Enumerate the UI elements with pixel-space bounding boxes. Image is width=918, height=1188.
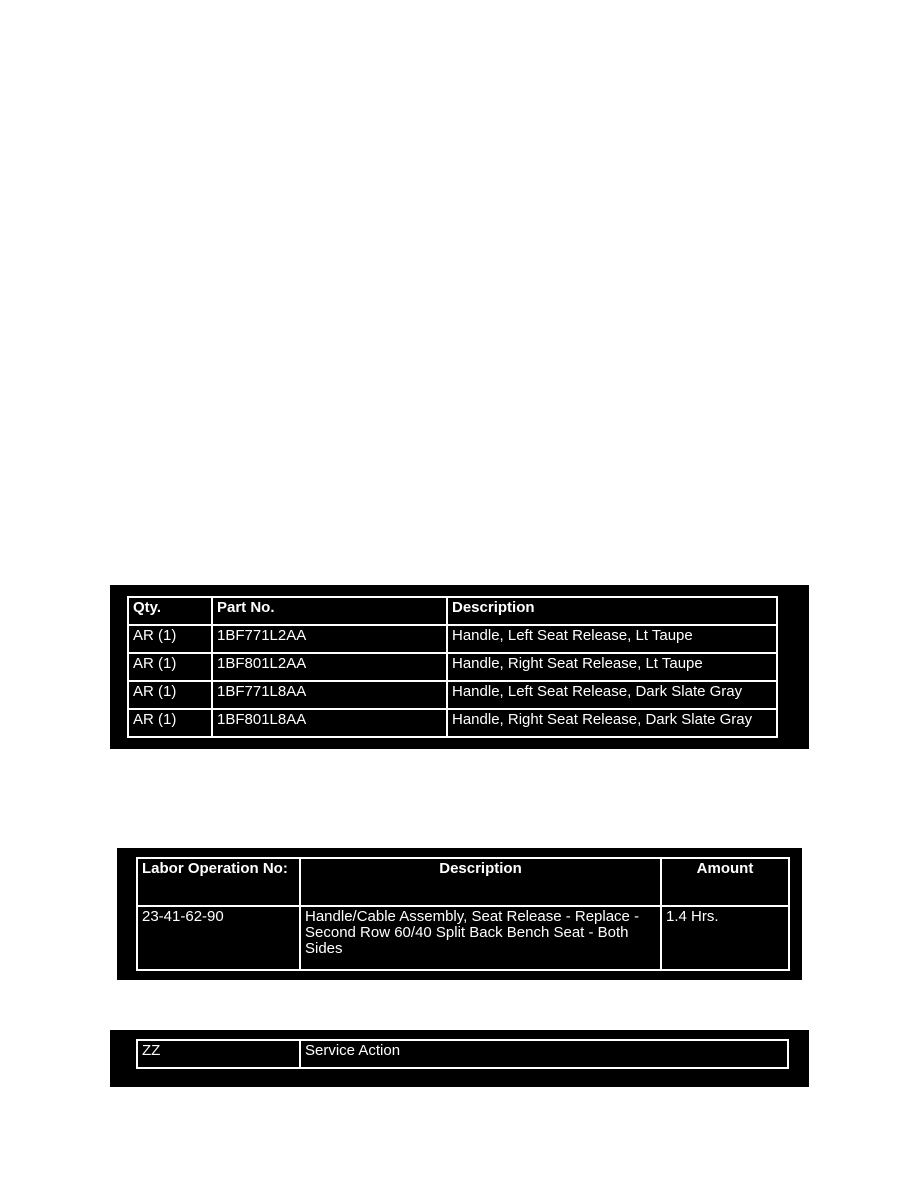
table-header-row xyxy=(137,858,789,906)
description-cell: Handle, Left Seat Release, Lt Taupe xyxy=(447,625,777,653)
header-qty: Qty. xyxy=(128,597,212,625)
table-row xyxy=(128,625,777,653)
table-row xyxy=(128,681,777,709)
table-row xyxy=(128,709,777,737)
qty-cell: AR (1) xyxy=(128,681,212,709)
code-table xyxy=(136,1039,789,1069)
code-cell: ZZ xyxy=(137,1040,300,1068)
parts-table-panel xyxy=(110,585,809,749)
parts-table xyxy=(127,596,778,738)
header-labor-operation: Labor Operation No: xyxy=(137,858,300,906)
qty-cell: AR (1) xyxy=(128,653,212,681)
code-description-cell: Service Action xyxy=(300,1040,788,1068)
qty-cell: AR (1) xyxy=(128,709,212,737)
description-cell: Handle, Right Seat Release, Dark Slate Gray xyxy=(447,709,777,737)
header-amount: Amount xyxy=(661,858,789,906)
part-no-cell: 1BF801L2AA xyxy=(212,653,447,681)
header-part-no: Part No. xyxy=(212,597,447,625)
amount-cell: 1.4 Hrs. xyxy=(661,906,789,970)
header-description: Description xyxy=(300,858,661,906)
description-cell: Handle, Left Seat Release, Dark Slate Gray xyxy=(447,681,777,709)
description-cell: Handle/Cable Assembly, Seat Release - Replace - Second Row 60/40 Split Back Bench Seat - Both Sides xyxy=(300,906,661,970)
labor-table-panel xyxy=(117,848,802,980)
qty-cell: AR (1) xyxy=(128,625,212,653)
header-description: Description xyxy=(447,597,777,625)
labor-table xyxy=(136,857,790,971)
labor-operation-cell: 23-41-62-90 xyxy=(137,906,300,970)
table-header-row xyxy=(128,597,777,625)
description-cell: Handle, Right Seat Release, Lt Taupe xyxy=(447,653,777,681)
part-no-cell: 1BF771L2AA xyxy=(212,625,447,653)
table-row xyxy=(137,906,789,970)
part-no-cell: 1BF801L8AA xyxy=(212,709,447,737)
part-no-cell: 1BF771L8AA xyxy=(212,681,447,709)
table-row xyxy=(137,1040,788,1068)
table-row xyxy=(128,653,777,681)
code-table-panel xyxy=(110,1030,809,1087)
